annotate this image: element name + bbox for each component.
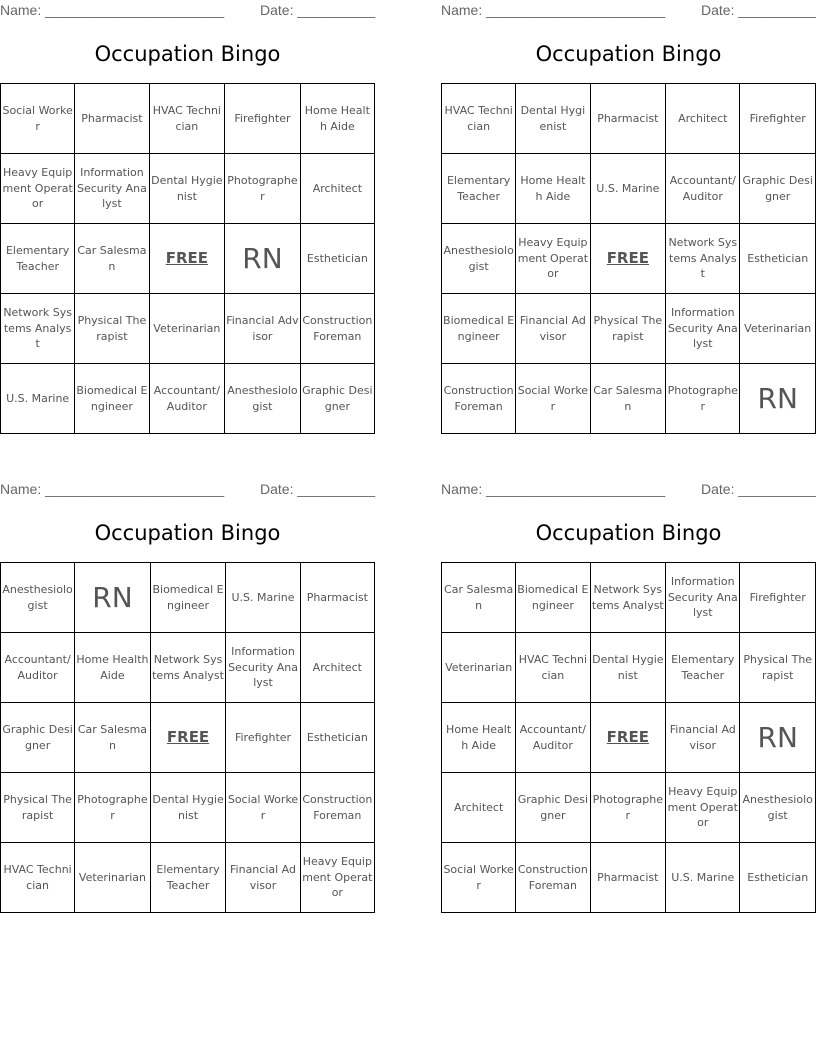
grid-row [442,843,816,913]
bingo-cell[interactable]: RN [740,703,816,773]
bingo-cell[interactable]: Heavy Equipment Operator [300,843,374,913]
grid-row [442,563,816,633]
free-space-cell[interactable]: FREE [590,703,666,773]
bingo-cell[interactable]: HVAC Technician [516,633,590,703]
grid-row [1,843,375,913]
bingo-cell[interactable]: Elementary Teacher [442,154,516,224]
bingo-cell[interactable]: Veterinarian [149,294,225,364]
bingo-cell[interactable]: Accountant/Auditor [516,703,590,773]
bingo-cell[interactable]: Veterinarian [740,294,816,364]
grid-row [442,294,816,364]
bingo-cell[interactable]: Dental Hygienist [149,154,225,224]
bingo-cell[interactable]: Pharmacist [300,563,374,633]
bingo-cell[interactable]: Veterinarian [75,843,151,913]
bingo-grid [441,83,816,434]
bingo-cell[interactable]: Information Security Analyst [666,294,740,364]
bingo-cell[interactable]: Social Worker [226,773,300,843]
bingo-card-4 [441,479,816,892]
bingo-cell[interactable]: Photographer [590,773,666,843]
bingo-cell[interactable]: Car Salesman [75,224,149,294]
grid-row [1,773,375,843]
bingo-cell[interactable]: Elementary Teacher [666,633,740,703]
bingo-cell[interactable]: Biomedical Engineer [442,294,516,364]
bingo-cell[interactable]: HVAC Technician [442,84,516,154]
bingo-cell[interactable]: Car Salesman [75,703,151,773]
bingo-card-2 [441,0,816,415]
name-date-row [0,0,375,22]
bingo-card-1 [0,0,376,413]
bingo-cell[interactable]: Anesthesiologist [1,563,75,633]
bingo-cell[interactable]: Physical Therapist [75,294,149,364]
bingo-cell[interactable]: Firefighter [740,563,816,633]
bingo-cell[interactable]: Information Security Analyst [226,633,300,703]
bingo-cell[interactable]: Information Security Analyst [666,563,740,633]
card-title: Occupation Bingo [535,42,722,66]
grid-row [442,84,816,154]
name-date-row [0,479,375,501]
bingo-cell[interactable]: Dental Hygienist [516,84,590,154]
bingo-cell[interactable]: Architect [666,84,740,154]
bingo-cell[interactable]: Physical Therapist [590,294,666,364]
bingo-cell[interactable]: Esthetician [300,224,374,294]
bingo-cell[interactable]: Construction Foreman [300,294,374,364]
bingo-cell[interactable]: Home Health Aide [75,633,151,703]
bingo-cell[interactable]: Photographer [225,154,301,224]
grid-row [442,154,816,224]
grid-row [1,224,375,294]
bingo-cell[interactable]: Veterinarian [442,633,516,703]
name-field[interactable]: Name: _______________________ [0,2,225,18]
name-field[interactable]: Name: _______________________ [0,481,225,497]
date-field[interactable]: Date: __________ [260,2,376,18]
name-field[interactable]: Name: _______________________ [441,481,666,497]
bingo-grid [441,562,816,913]
bingo-cell[interactable]: Social Worker [516,364,590,434]
bingo-cell[interactable]: RN [75,563,151,633]
bingo-card-3 [0,479,376,900]
date-field[interactable]: Date: __________ [701,481,816,497]
bingo-cell[interactable]: Home Health Aide [516,154,590,224]
grid-row [1,633,375,703]
grid-row [442,633,816,703]
bingo-cell[interactable]: Construction Foreman [442,364,516,434]
free-space-cell[interactable]: FREE [149,224,225,294]
grid-row [1,294,375,364]
bingo-cell[interactable]: Home Health Aide [442,703,516,773]
grid-row [442,703,816,773]
grid-row [442,773,816,843]
bingo-cell[interactable]: Biomedical Engineer [516,563,590,633]
bingo-cell[interactable]: Network Systems Analyst [590,563,666,633]
bingo-cell[interactable]: Network Systems Analyst [150,633,226,703]
bingo-cell[interactable]: Graphic Designer [300,364,374,434]
bingo-cell[interactable]: Home Health Aide [300,84,374,154]
bingo-cell[interactable]: Graphic Designer [516,773,590,843]
grid-row [442,224,816,294]
bingo-cell[interactable]: Biomedical Engineer [150,563,226,633]
bingo-grid [0,83,375,434]
free-space-cell[interactable]: FREE [150,703,226,773]
bingo-cell[interactable]: Firefighter [226,703,300,773]
bingo-cell[interactable]: HVAC Technician [149,84,225,154]
bingo-cell[interactable]: Graphic Designer [1,703,75,773]
bingo-cell[interactable]: Anesthesiologist [225,364,301,434]
bingo-cell[interactable]: Network Systems Analyst [666,224,740,294]
name-date-row [441,0,816,22]
bingo-cell[interactable]: Architect [442,773,516,843]
bingo-cell[interactable]: Esthetician [740,843,816,913]
bingo-cell[interactable]: HVAC Technician [1,843,75,913]
bingo-cell[interactable]: RN [225,224,301,294]
bingo-cell[interactable]: Elementary Teacher [1,224,75,294]
grid-row [1,703,375,773]
card-title: Occupation Bingo [94,521,281,545]
date-field[interactable]: Date: __________ [260,481,376,497]
grid-row [1,154,375,224]
bingo-cell[interactable]: Car Salesman [590,364,666,434]
bingo-cell[interactable]: Accountant/Auditor [1,633,75,703]
grid-row [442,364,816,434]
date-field[interactable]: Date: __________ [701,2,816,18]
bingo-cell[interactable]: Car Salesman [442,563,516,633]
bingo-cell[interactable]: Biomedical Engineer [75,364,149,434]
bingo-cell[interactable]: Pharmacist [590,84,666,154]
bingo-cell[interactable]: Dental Hygienist [590,633,666,703]
bingo-cell[interactable]: Construction Foreman [516,843,590,913]
bingo-cell[interactable]: Firefighter [740,84,816,154]
bingo-cell[interactable]: Information Security Analyst [75,154,149,224]
bingo-cell[interactable]: Physical Therapist [740,633,816,703]
bingo-cell[interactable]: U.S. Marine [1,364,75,434]
bingo-cell[interactable]: Esthetician [300,703,374,773]
bingo-cell[interactable]: Elementary Teacher [150,843,226,913]
bingo-cell[interactable]: Photographer [75,773,151,843]
bingo-cell[interactable]: Pharmacist [75,84,149,154]
bingo-cell[interactable]: Firefighter [225,84,301,154]
name-date-row [441,479,816,501]
grid-row [1,364,375,434]
bingo-cell[interactable]: U.S. Marine [590,154,666,224]
bingo-cell[interactable]: Financial Advisor [516,294,590,364]
bingo-cell[interactable]: Pharmacist [590,843,666,913]
bingo-cell[interactable]: Construction Foreman [300,773,374,843]
bingo-cell[interactable]: Social Worker [442,843,516,913]
bingo-cell[interactable]: Heavy Equipment Operator [666,773,740,843]
free-space-cell[interactable]: FREE [590,224,666,294]
bingo-cell[interactable]: U.S. Marine [666,843,740,913]
bingo-cell[interactable]: Anesthesiologist [442,224,516,294]
card-title: Occupation Bingo [94,42,281,66]
bingo-cell[interactable]: Physical Therapist [1,773,75,843]
name-field[interactable]: Name: _______________________ [441,2,666,18]
bingo-cell[interactable]: Financial Advisor [666,703,740,773]
card-title: Occupation Bingo [535,521,722,545]
bingo-cell[interactable]: Photographer [666,364,740,434]
bingo-cell[interactable]: Architect [300,633,374,703]
bingo-cell[interactable]: Financial Advisor [225,294,301,364]
grid-row [1,563,375,633]
bingo-cell[interactable]: Social Worker [1,84,75,154]
grid-row [1,84,375,154]
bingo-cell[interactable]: Accountant/Auditor [666,154,740,224]
bingo-cell[interactable]: Network Systems Analyst [1,294,75,364]
bingo-cell[interactable]: RN [740,364,816,434]
bingo-cell[interactable]: U.S. Marine [226,563,300,633]
bingo-cell[interactable]: Architect [300,154,374,224]
bingo-cell[interactable]: Accountant/Auditor [149,364,225,434]
bingo-grid [0,562,375,913]
bingo-cell[interactable]: Graphic Designer [740,154,816,224]
bingo-cell[interactable]: Dental Hygienist [150,773,226,843]
bingo-cell[interactable]: Anesthesiologist [740,773,816,843]
bingo-cell[interactable]: Financial Advisor [226,843,300,913]
bingo-cell[interactable]: Heavy Equipment Operator [516,224,590,294]
bingo-cell[interactable]: Heavy Equipment Operator [1,154,75,224]
bingo-cell[interactable]: Esthetician [740,224,816,294]
